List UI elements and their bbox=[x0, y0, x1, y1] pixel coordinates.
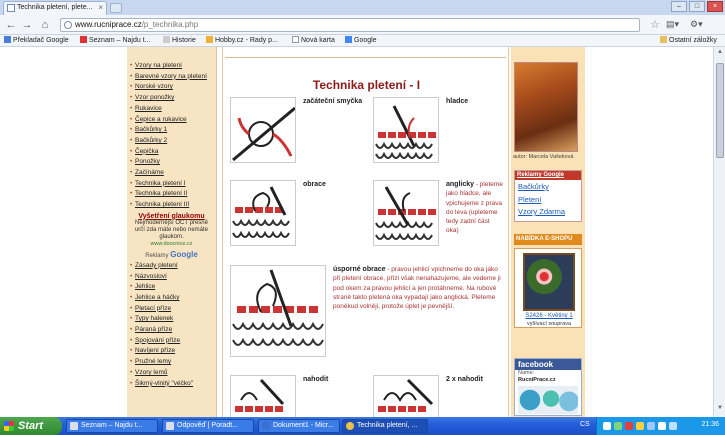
knit-illustration-slip-knot bbox=[230, 97, 296, 163]
google-ads-box bbox=[514, 170, 582, 222]
wrench-menu-icon[interactable]: ⚙▾ bbox=[690, 19, 703, 29]
sidebar-link[interactable]: • Zásady pletení bbox=[127, 261, 216, 272]
sidebar-link[interactable]: • Jehlice bbox=[127, 282, 216, 293]
tray-icon[interactable] bbox=[603, 422, 611, 430]
windows-taskbar bbox=[0, 417, 725, 435]
bookmark-item[interactable]: Seznam – Najdu t... bbox=[80, 36, 150, 46]
sidebar-menu-secondary bbox=[127, 261, 216, 389]
sidebar-link[interactable]: • Technika pletení I bbox=[127, 179, 216, 190]
ad-url[interactable]: www.dsocnice.cz bbox=[150, 240, 193, 247]
home-icon[interactable]: ⌂ bbox=[41, 19, 49, 31]
sidebar-link[interactable]: • Typy halenek bbox=[127, 314, 216, 325]
sidebar-link[interactable]: • Barevné vzory na pletení bbox=[127, 72, 216, 83]
tab-title: Technika pletení, plete... bbox=[17, 4, 93, 11]
google-icon bbox=[345, 36, 352, 43]
page-title: Technika pletení - I bbox=[312, 78, 421, 92]
minimize-button[interactable]: – bbox=[671, 1, 687, 12]
browser-toolbar bbox=[0, 15, 725, 35]
technique-label-with-desc: úsporné obrace - pravou jehlicí vpichneme do oka jako při pletení obrace, přízi však nenahazujeme, ale vedeme ji pod okem za pravou jehlicí a jen protáhneme. Na rubové straně takto pletená oka vypadají jako anglická. Pleteme poněkud volněji, protože úplet je pevnější. bbox=[333, 266, 501, 311]
facebook-title: facebook bbox=[515, 359, 581, 370]
divider bbox=[225, 57, 506, 58]
product-subtitle: vyšívací souprava bbox=[526, 321, 572, 327]
address-bar[interactable] bbox=[60, 18, 640, 32]
technique-label: hladce bbox=[446, 98, 469, 105]
sidebar-link[interactable]: • Technika pletení II bbox=[127, 189, 216, 200]
language-indicator[interactable]: CS bbox=[580, 421, 590, 428]
bookmark-item[interactable]: Historie bbox=[163, 36, 196, 46]
window-icon bbox=[166, 422, 174, 430]
tray-icon[interactable] bbox=[647, 422, 655, 430]
ad-text: Nejmodernější OCT přesně určí zda máte nebo nemáte glaukom. bbox=[134, 219, 209, 240]
bookmark-item[interactable]: Hobby.cz - Rady p... bbox=[206, 36, 278, 46]
hobby-icon bbox=[206, 36, 213, 43]
sidebar-link[interactable]: • Názvosloví bbox=[127, 272, 216, 283]
ad-link[interactable]: Pletení bbox=[518, 195, 542, 204]
right-sidebar bbox=[511, 47, 585, 417]
technique-label: začáteční smyčka bbox=[303, 98, 363, 105]
windows-logo-icon bbox=[4, 421, 14, 431]
technique-label-with-desc: anglicky - pleteme jako hladce, ale vpichujeme z prava do leva (upleteme tedy zadní část oka) bbox=[446, 181, 503, 235]
sidebar-link[interactable]: • Pletací příze bbox=[127, 304, 216, 315]
bookmark-item[interactable]: Google bbox=[345, 36, 377, 46]
sidebar-link[interactable]: • Pružné lemy bbox=[127, 357, 216, 368]
knit-illustration-economy-purl bbox=[230, 265, 326, 357]
other-bookmarks[interactable]: Ostatní záložky bbox=[660, 36, 717, 46]
eshop-product[interactable] bbox=[514, 248, 582, 328]
url-host: www.rucniprace.cz bbox=[75, 20, 142, 29]
sidebar-link[interactable]: • Jehlice a háčky bbox=[127, 293, 216, 304]
url-path: /p_technika.php bbox=[141, 20, 199, 29]
knit-illustration-purl bbox=[230, 180, 296, 246]
sidebar-link[interactable]: • Vzory lemů bbox=[127, 368, 216, 379]
sidebar-menu-primary bbox=[127, 47, 216, 211]
tab-bar bbox=[0, 0, 725, 15]
bookmark-star-icon[interactable]: ☆ bbox=[650, 19, 660, 31]
taskbar-item-active[interactable]: Technika pletení, ... bbox=[342, 419, 428, 433]
knit-illustration-yarn-over bbox=[230, 375, 296, 417]
facebook-name-label: Name: bbox=[518, 370, 535, 376]
technique-label: 2 x nahodit bbox=[446, 376, 483, 383]
sidebar-link[interactable]: • Páraná příze bbox=[127, 325, 216, 336]
sidebar-ad[interactable] bbox=[131, 213, 212, 248]
close-window-button[interactable]: × bbox=[707, 1, 723, 12]
ad-link[interactable]: Bačkůrky bbox=[518, 182, 549, 191]
scroll-down-icon[interactable]: ▼ bbox=[717, 405, 723, 411]
back-icon[interactable]: ← bbox=[5, 19, 17, 31]
sidebar-link[interactable]: • Vzory na pletení bbox=[127, 61, 216, 72]
taskbar-item[interactable]: Seznam – Najdu t... bbox=[66, 419, 158, 433]
left-sidebar bbox=[127, 47, 217, 417]
sidebar-link[interactable]: • Norské vzory bbox=[127, 82, 216, 93]
page-favicon-icon bbox=[7, 4, 15, 12]
sidebar-link[interactable]: • Rukavice bbox=[127, 104, 216, 115]
ad-title[interactable]: Vyšetření glaukomu bbox=[138, 212, 205, 220]
seznam-icon bbox=[80, 36, 87, 43]
volume-icon[interactable] bbox=[658, 422, 666, 430]
bookmarks-bar bbox=[0, 35, 725, 47]
sidebar-link[interactable]: • Bačkůrky 1 bbox=[127, 125, 216, 136]
vertical-scrollbar[interactable] bbox=[713, 47, 725, 417]
taskbar-item[interactable]: Dokument1 - Micr... bbox=[258, 419, 340, 433]
clock: 21:36 bbox=[701, 421, 719, 428]
page-icon bbox=[292, 36, 299, 43]
window-controls bbox=[671, 1, 723, 12]
sidebar-link[interactable]: • Šikmý-vlnitý "véčko" bbox=[127, 379, 216, 390]
window-icon bbox=[70, 422, 78, 430]
history-icon bbox=[163, 36, 170, 43]
tray-icon[interactable] bbox=[636, 422, 644, 430]
network-icon[interactable] bbox=[669, 422, 677, 430]
forward-icon[interactable]: → bbox=[21, 19, 33, 31]
system-tray bbox=[596, 417, 725, 435]
tab-technika[interactable] bbox=[3, 1, 107, 15]
technique-label: nahodit bbox=[303, 376, 329, 383]
main-content bbox=[222, 47, 509, 417]
bookmark-item[interactable]: Nová karta bbox=[292, 36, 335, 46]
featured-artwork[interactable] bbox=[514, 62, 578, 152]
knit-illustration-double-yarn-over bbox=[373, 375, 439, 417]
translate-icon bbox=[4, 36, 11, 43]
product-code[interactable]: S2426 - Květiny 1 bbox=[525, 313, 573, 319]
technique-label: obrace bbox=[303, 181, 326, 188]
sidebar-link[interactable]: • Navíjení příze bbox=[127, 346, 216, 357]
chrome-icon bbox=[346, 422, 354, 430]
ads-by-google[interactable]: Reklamy Google bbox=[145, 249, 198, 259]
facebook-cover-image bbox=[518, 386, 578, 414]
sidebar-link[interactable]: • Začínáme bbox=[127, 168, 216, 179]
folder-icon bbox=[660, 36, 667, 43]
sidebar-link[interactable]: • Čepice a rukavice bbox=[127, 115, 216, 126]
maximize-button[interactable]: □ bbox=[689, 1, 705, 12]
sidebar-link[interactable]: • Spojování příze bbox=[127, 336, 216, 347]
facebook-name: RucniPrace.cz bbox=[518, 377, 556, 383]
bookmark-item[interactable]: Překladač Google bbox=[4, 36, 69, 46]
facebook-box[interactable] bbox=[514, 358, 582, 416]
tray-icon[interactable] bbox=[614, 422, 622, 430]
new-tab-button[interactable] bbox=[110, 3, 122, 13]
globe-icon bbox=[64, 21, 72, 29]
tab-close-icon[interactable]: × bbox=[98, 3, 103, 12]
sidebar-link[interactable]: • Technika pletení III bbox=[127, 200, 216, 211]
tray-icon[interactable] bbox=[625, 422, 633, 430]
knit-illustration-twisted bbox=[373, 180, 439, 246]
taskbar-item[interactable]: Odpověď | Poradt... bbox=[162, 419, 254, 433]
start-button[interactable]: Start bbox=[0, 417, 62, 435]
word-icon bbox=[262, 422, 270, 430]
page-menu-icon[interactable]: ▤▾ bbox=[666, 19, 680, 29]
ad-link[interactable]: Vzory Zdarma bbox=[518, 207, 566, 216]
artwork-caption: autor: Marcela Vašeková bbox=[513, 154, 574, 160]
sidebar-link[interactable]: • Vzor ponožky bbox=[127, 93, 216, 104]
product-image[interactable] bbox=[523, 253, 575, 311]
scrollbar-thumb[interactable] bbox=[716, 63, 724, 158]
ads-header[interactable]: Reklamy Google bbox=[515, 171, 581, 180]
sidebar-link[interactable]: • Ponožky bbox=[127, 157, 216, 168]
sidebar-link[interactable]: • Bačkůrky 2 bbox=[127, 136, 216, 147]
web-page bbox=[0, 47, 713, 417]
scroll-up-icon[interactable]: ▲ bbox=[717, 49, 723, 55]
eshop-header: NABÍDKA E-SHOPU bbox=[514, 234, 582, 245]
sidebar-link[interactable]: • Čepička bbox=[127, 147, 216, 158]
knit-illustration-knit bbox=[373, 97, 439, 163]
